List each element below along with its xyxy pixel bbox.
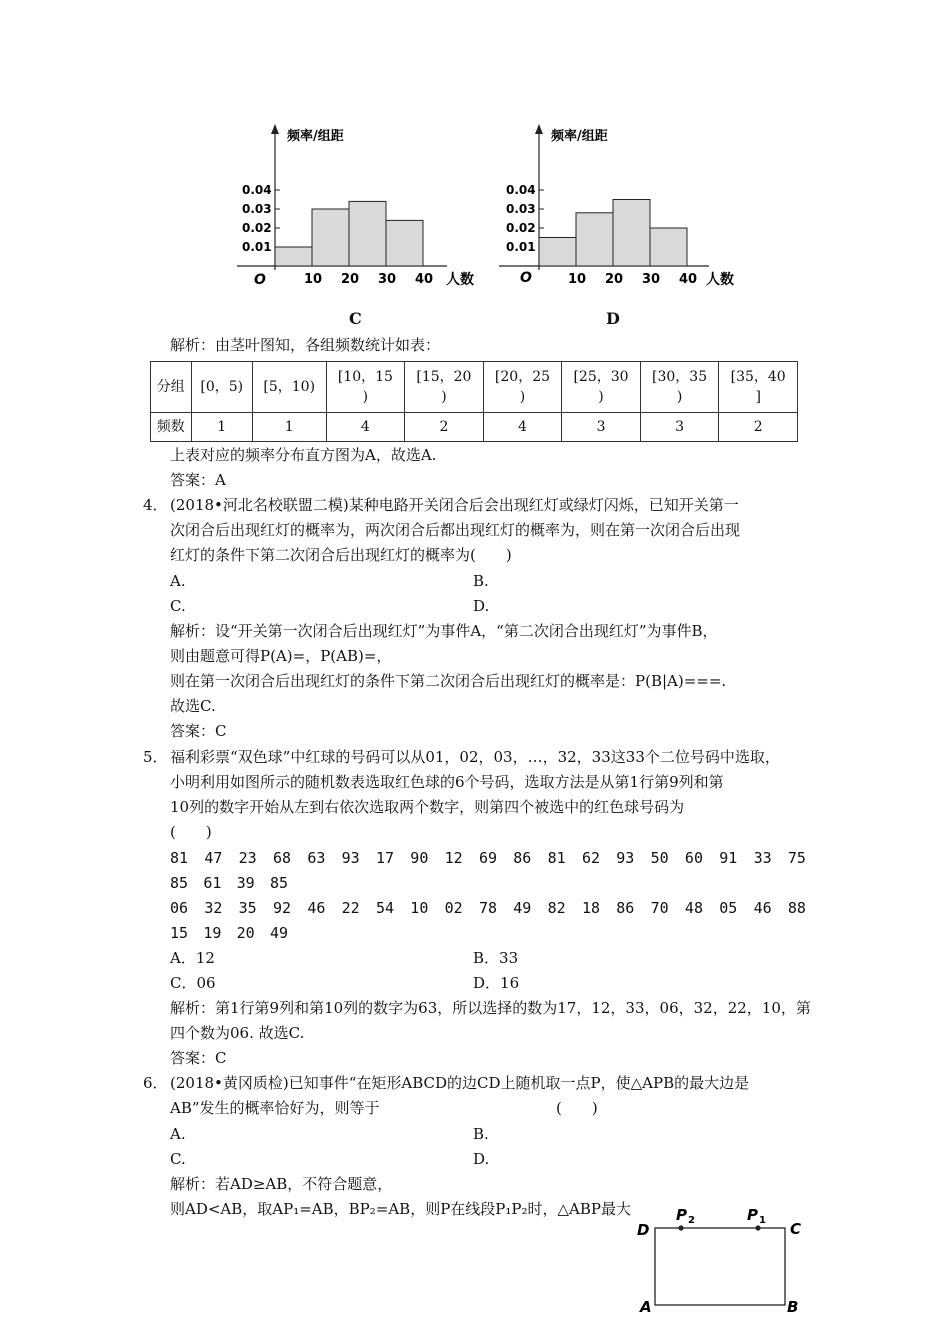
random-number: 49	[269, 924, 288, 942]
random-number: 49	[513, 899, 532, 917]
x-tick-label: 30	[642, 272, 661, 287]
random-number: 86	[513, 849, 532, 867]
histogram-bar	[275, 247, 312, 266]
frequency-table	[150, 361, 798, 442]
q4-analysis-line: 则由题意可得P(A)=，P(AB)=，	[170, 647, 392, 665]
random-number: 62	[581, 849, 600, 867]
point-p2-subscript: 2	[688, 1215, 695, 1226]
q4-analysis-line: 解析：设“开关第一次闭合后出现红灯”为事件A，“第二次闭合出现红灯”为事件B，	[170, 622, 718, 640]
table-count-label: 频数	[151, 413, 192, 442]
table-header-label: 分组	[151, 362, 192, 413]
random-number: 90	[410, 849, 429, 867]
histogram-bar	[650, 228, 687, 266]
vertex-b-label: B	[787, 1298, 799, 1316]
y-tick-label: 0.04	[242, 183, 272, 197]
random-number: 68	[272, 849, 292, 867]
x-tick-label: 40	[679, 272, 698, 287]
q5-option-d: D．16	[473, 974, 520, 992]
table-count: 2	[719, 413, 798, 442]
random-number: 69	[478, 849, 498, 867]
y-tick-label: 0.03	[506, 202, 536, 216]
random-number: 20	[236, 924, 255, 942]
histogram-bar	[576, 213, 613, 266]
random-number: 35	[238, 899, 257, 917]
random-number: 86	[616, 899, 635, 917]
x-axis-label: 人数	[446, 272, 474, 288]
random-number: 61	[203, 874, 222, 892]
x-axis-label: 人数	[706, 272, 734, 288]
x-tick-label: 30	[378, 272, 397, 287]
q5-stem-line: 10列的数字开始从左到右依次选取两个数字，则第四个被选中的红色球号码为	[170, 798, 685, 816]
q5-analysis-line: 四个数为06. 故选C.	[170, 1024, 305, 1042]
table-group: [15，20 )	[405, 362, 484, 413]
y-axis-label: 频率/组距	[287, 129, 344, 144]
random-number: 15	[170, 924, 189, 942]
y-tick-label: 0.02	[242, 221, 272, 235]
q5-answer: 答案：C	[170, 1049, 227, 1067]
random-number: 10	[410, 899, 429, 917]
q3-conclusion: 上表对应的频率分布直方图为A，故选A.	[170, 446, 437, 464]
random-number: 46	[307, 899, 326, 917]
random-number: 70	[650, 899, 669, 917]
random-number: 91	[719, 849, 738, 867]
q5-option-b: B．33	[473, 949, 519, 967]
q4-stem-line: 次闭合后出现红灯的概率为，两次闭合后都出现红灯的概率为，则在第一次闭合后出现	[170, 521, 741, 539]
histogram-bar	[539, 238, 576, 267]
histogram-c	[232, 118, 492, 303]
chart-d-label: D	[606, 309, 620, 328]
x-tick-label: 10	[568, 272, 587, 287]
q5-stem-line: 小明利用如图所示的随机数表选取红色球的6个号码，选取方法是从第1行第9列和第	[170, 773, 724, 791]
table-count: 1	[252, 413, 326, 442]
random-table-row	[170, 921, 288, 946]
random-number: 50	[650, 849, 669, 867]
q6-option-b: B.	[473, 1125, 489, 1143]
histogram-bar	[312, 209, 349, 266]
table-count: 3	[640, 413, 719, 442]
random-number: 88	[787, 899, 806, 917]
x-tick-label: 40	[415, 272, 434, 287]
table-group: [0，5)	[191, 362, 252, 413]
random-table-row	[170, 871, 288, 896]
y-axis-label: 频率/组距	[551, 129, 608, 144]
q4-number: 4．	[143, 496, 168, 514]
table-count: 2	[405, 413, 484, 442]
table-group: [35，40 ]	[719, 362, 798, 413]
q6-option-a: A.	[170, 1125, 186, 1143]
q4-option-b: B.	[473, 572, 489, 590]
random-number: 12	[444, 849, 463, 867]
rectangle-figure	[630, 1198, 810, 1320]
y-tick-label: 0.04	[506, 183, 536, 197]
random-number: 33	[753, 849, 772, 867]
q6-option-c: C.	[170, 1150, 186, 1168]
q4-answer: 答案：C	[170, 722, 227, 740]
x-tick-label: 20	[341, 272, 360, 287]
q4-stem-line: 红灯的条件下第二次闭合后出现红灯的概率为( )	[170, 546, 512, 564]
q6-number: 6．	[143, 1074, 168, 1092]
q6-stem-line: AB”发生的概率恰好为，则等于	[170, 1099, 380, 1117]
random-number: 17	[375, 849, 395, 867]
q4-stem-line: (2018•河北名校联盟二模)某种电路开关闭合后会出现红灯或绿灯闪烁，已知开关第一	[170, 496, 739, 514]
table-group: [5，10)	[252, 362, 326, 413]
table-count: 4	[483, 413, 562, 442]
q6-option-d: D.	[473, 1150, 490, 1168]
random-number: 23	[238, 849, 257, 867]
point-p1-subscript: 1	[759, 1215, 766, 1226]
q3-analysis-intro: 解析：由茎叶图知，各组频数统计如表：	[170, 336, 441, 354]
y-tick-label: 0.03	[242, 202, 272, 216]
histogram-bar	[386, 220, 423, 266]
table-group: [10，15 )	[326, 362, 405, 413]
q4-analysis-line: 故选C.	[170, 697, 216, 715]
vertex-c-label: C	[790, 1220, 802, 1238]
random-number: 32	[204, 899, 223, 917]
random-number: 85	[170, 874, 189, 892]
histogram-bar	[349, 201, 386, 266]
table-group: [25，30 )	[562, 362, 641, 413]
random-number: 92	[272, 899, 292, 917]
random-number: 02	[444, 899, 463, 917]
histogram-bar	[613, 200, 650, 267]
table-count: 4	[326, 413, 405, 442]
random-number: 06	[170, 899, 189, 917]
random-number: 47	[204, 849, 223, 867]
random-number: 22	[341, 899, 360, 917]
random-number: 19	[203, 924, 222, 942]
y-tick-label: 0.02	[506, 221, 536, 235]
q6-answer-bracket: ( )	[556, 1099, 598, 1117]
point-p1-label: P	[747, 1206, 758, 1224]
q4-option-a: A.	[170, 572, 186, 590]
q4-analysis-line: 则在第一次闭合后出现红灯的条件下第二次闭合后出现红灯的概率是：P(B|A)===.	[170, 672, 727, 690]
random-number: 18	[581, 899, 600, 917]
q4-option-c: C.	[170, 597, 186, 615]
random-number: 85	[269, 874, 288, 892]
random-number: 46	[753, 899, 772, 917]
table-group: [20，25 )	[483, 362, 562, 413]
random-number: 93	[341, 849, 360, 867]
q6-stem-line: (2018•黄冈质检)已知事件“在矩形ABCD的边CD上随机取一点P，使△APB的最大边是	[170, 1074, 750, 1092]
table-count: 3	[562, 413, 641, 442]
random-number: 82	[547, 899, 566, 917]
table-count: 1	[191, 413, 252, 442]
random-number: 05	[719, 899, 738, 917]
vertex-a-label: A	[640, 1298, 652, 1316]
x-tick-label: 10	[304, 272, 323, 287]
q5-analysis-line: 解析：第1行第9列和第10列的数字为63，所以选择的数为17，12，33，06，32，22，10，第	[170, 999, 811, 1017]
random-table-row	[170, 846, 806, 871]
random-number: 54	[375, 899, 395, 917]
chart-c-label: C	[349, 309, 362, 328]
point-p2-label: P	[676, 1206, 687, 1224]
y-tick-label: 0.01	[242, 240, 272, 254]
y-tick-label: 0.01	[506, 240, 536, 254]
origin-label: O	[520, 270, 532, 286]
q6-analysis-line: 则AD<AB，取AP₁=AB，BP₂=AB，则P在线段P₁P₂时，△ABP最大	[170, 1200, 631, 1218]
vertex-d-label: D	[637, 1221, 650, 1239]
q5-option-a: A．12	[170, 949, 215, 967]
origin-label: O	[254, 272, 266, 288]
random-number: 75	[787, 849, 806, 867]
random-number: 63	[307, 849, 326, 867]
random-number: 48	[684, 899, 703, 917]
random-number: 78	[478, 899, 498, 917]
x-tick-label: 20	[605, 272, 624, 287]
random-number: 81	[170, 849, 189, 867]
q4-option-d: D.	[473, 597, 490, 615]
random-number: 60	[684, 849, 703, 867]
random-table-row	[170, 896, 806, 921]
random-number: 81	[547, 849, 566, 867]
q5-option-c: C．06	[170, 974, 216, 992]
histogram-d	[494, 118, 754, 303]
q5-stem-line: 福利彩票“双色球”中红球的号码可以从01，02，03，…，32，33这33个二位号码中选取，	[170, 748, 780, 766]
random-number: 93	[616, 849, 635, 867]
q3-answer: 答案：A	[170, 471, 226, 489]
random-number: 39	[236, 874, 255, 892]
q5-stem-line: ( )	[170, 823, 212, 841]
table-group: [30，35 )	[640, 362, 719, 413]
q6-analysis-line: 解析：若AD≥AB，不符合题意，	[170, 1175, 393, 1193]
q5-number: 5．	[143, 748, 168, 766]
